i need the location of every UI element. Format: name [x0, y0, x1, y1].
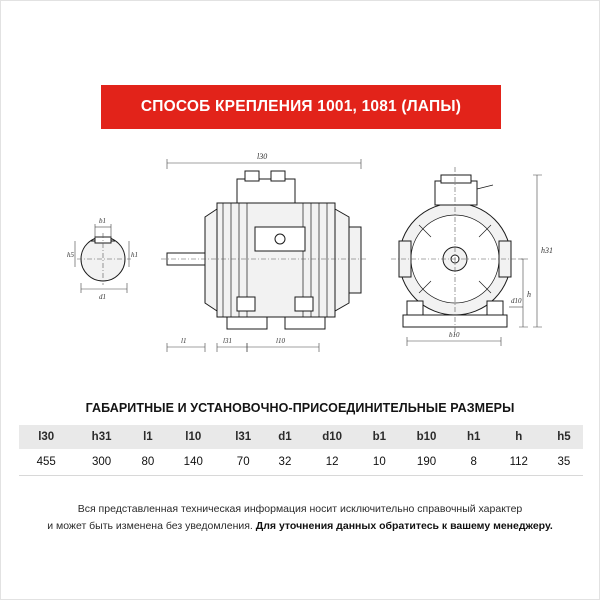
cell-h: 112 — [493, 450, 545, 476]
cell-d1: 32 — [266, 450, 304, 476]
svg-text:l1: l1 — [181, 337, 187, 345]
motor-front-view — [391, 167, 553, 346]
svg-text:d10: d10 — [511, 297, 522, 305]
disclaimer-line-2-bold: Для уточнения данных обратитесь к вашему менеджеру. — [255, 520, 553, 532]
cell-l30: 455 — [19, 450, 73, 476]
col-header-d10: d10 — [304, 425, 360, 450]
page-title: СПОСОБ КРЕПЛЕНИЯ 1001, 1081 (ЛАПЫ) — [140, 98, 462, 115]
technical-drawing — [31, 141, 571, 381]
col-header-h5: h5 — [545, 425, 583, 450]
shaft-section-view — [67, 217, 138, 301]
svg-text:d1: d1 — [99, 293, 106, 301]
svg-text:l10: l10 — [276, 337, 285, 345]
col-header-l31: l31 — [221, 425, 266, 450]
svg-text:l30: l30 — [257, 152, 268, 161]
cell-h5: 35 — [545, 450, 583, 476]
cell-l1: 80 — [130, 450, 166, 476]
title-banner — [101, 85, 501, 129]
svg-text:h5: h5 — [67, 251, 74, 259]
cell-l31: 70 — [221, 450, 266, 476]
disclaimer-line-2 — [31, 518, 569, 535]
col-header-h: h — [493, 425, 545, 450]
disclaimer-line-2-plain: и может быть изменена без уведомления. — [47, 520, 256, 532]
svg-text:h31: h31 — [541, 246, 553, 255]
cell-h31: 300 — [73, 450, 129, 476]
dimensions-table — [19, 425, 583, 476]
svg-text:l31: l31 — [223, 337, 232, 345]
table-header-row — [19, 425, 583, 450]
motor-side-view — [161, 152, 367, 352]
svg-text:b10: b10 — [449, 331, 460, 339]
cell-h1: 8 — [455, 450, 493, 476]
cell-b1: 10 — [360, 450, 398, 476]
svg-text:h: h — [527, 290, 531, 299]
table-row — [19, 450, 583, 476]
svg-text:b1: b1 — [99, 217, 106, 225]
col-header-h1: h1 — [455, 425, 493, 450]
svg-text:h1: h1 — [131, 251, 138, 259]
col-header-l1: l1 — [130, 425, 166, 450]
disclaimer — [31, 501, 569, 535]
col-header-l30: l30 — [19, 425, 73, 450]
cell-d10: 12 — [304, 450, 360, 476]
table-title: ГАБАРИТНЫЕ И УСТАНОВОЧНО-ПРИСОЕДИНИТЕЛЬНЫЕ РАЗМЕРЫ — [85, 401, 515, 415]
col-header-h31: h31 — [73, 425, 129, 450]
col-header-d1: d1 — [266, 425, 304, 450]
disclaimer-line-1: Вся представленная техническая информация носит исключительно справочный характер — [77, 503, 523, 515]
col-header-b10: b10 — [398, 425, 454, 450]
cell-l10: 140 — [166, 450, 220, 476]
col-header-l10: l10 — [166, 425, 220, 450]
cell-b10: 190 — [398, 450, 454, 476]
col-header-b1: b1 — [360, 425, 398, 450]
